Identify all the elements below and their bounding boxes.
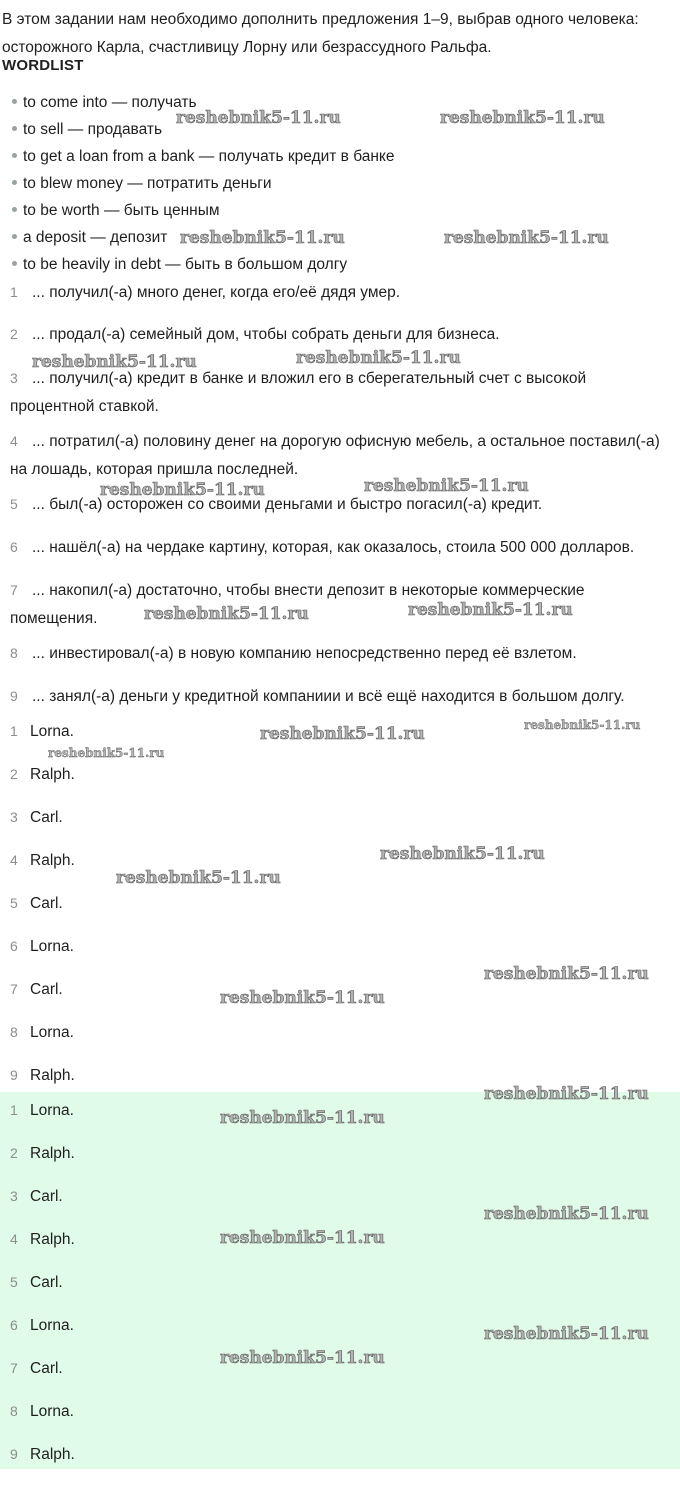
wordlist-item: to be heavily in debt — быть в большом долгу: [12, 255, 347, 275]
watermark: reshebnik5-11.ru: [408, 600, 573, 620]
bullet-icon: [12, 180, 17, 185]
answer-item: 9 Ralph.: [10, 1067, 75, 1084]
bullet-icon: [12, 126, 17, 131]
watermark: reshebnik5-11.ru: [440, 108, 605, 128]
answer-item: 6 Lorna.: [10, 938, 74, 955]
sentence-item: 2 ... продал(-а) семейный дом, чтобы собрать деньги для бизнеса.: [10, 326, 500, 343]
answer-item: 1 Lorna.: [10, 723, 74, 740]
answer-item: 2 Ralph.: [10, 1145, 75, 1162]
sentence-item: 6 ... нашёл(-а) на чердаке картину, которая, как оказалось, стоила 500 000 долларов.: [10, 539, 635, 556]
watermark: reshebnik5-11.ru: [484, 964, 649, 984]
wordlist-item: a deposit — депозит: [12, 228, 167, 248]
bullet-icon: [12, 261, 17, 266]
wordlist-item: to get a loan from a bank — получать кредит в банке: [12, 147, 395, 167]
watermark: reshebnik5-11.ru: [32, 352, 197, 372]
answer-item: 8 Lorna.: [10, 1403, 74, 1420]
bullet-icon: [12, 234, 17, 239]
watermark: reshebnik5-11.ru: [220, 1228, 385, 1248]
watermark: reshebnik5-11.ru: [100, 480, 265, 500]
answer-item: 5 Carl.: [10, 895, 63, 912]
wordlist-heading: WORDLIST: [2, 57, 84, 74]
answer-item: 4 Ralph.: [10, 1231, 75, 1248]
bullet-icon: [12, 99, 17, 104]
watermark: reshebnik5-11.ru: [296, 348, 461, 368]
answer-item: 4 Ralph.: [10, 852, 75, 869]
watermark: reshebnik5-11.ru: [444, 228, 609, 248]
answer-item: 1 Lorna.: [10, 1102, 74, 1119]
answer-item: 9 Ralph.: [10, 1446, 75, 1463]
sentence-item: 1 ... получил(-а) много денег, когда его/её дядя умер.: [10, 284, 401, 301]
watermark: reshebnik5-11.ru: [524, 718, 641, 732]
watermark: reshebnik5-11.ru: [260, 724, 425, 744]
sentence-item: 4 ... потратил(-а) половину денег на дорогую офисную мебель, а остальное поставил(-а) на лошадь, которая пришла последней.: [10, 433, 660, 478]
wordlist-item: to be worth — быть ценным: [12, 201, 220, 221]
intro-text: В этом задании нам необходимо дополнить предложения 1–9, выбрав одного человека: осторожного Карла, счастливицу Лорну или безрассудного Ральфа.: [2, 11, 639, 56]
watermark: reshebnik5-11.ru: [220, 1108, 385, 1128]
watermark: reshebnik5-11.ru: [48, 746, 165, 760]
answer-item: 3 Carl.: [10, 809, 63, 826]
sentence-item: 7 ... накопил(-а) достаточно, чтобы внести депозит в некоторые коммерческие помещения.: [10, 582, 585, 627]
watermark: reshebnik5-11.ru: [144, 604, 309, 624]
answer-item: 7 Carl.: [10, 981, 63, 998]
watermark: reshebnik5-11.ru: [484, 1084, 649, 1104]
sentence-item: 9 ... занял(-а) деньги у кредитной компаниии и всё ещё находится в большом долгу.: [10, 688, 625, 705]
watermark: reshebnik5-11.ru: [220, 988, 385, 1008]
watermark: reshebnik5-11.ru: [220, 1348, 385, 1368]
bullet-icon: [12, 153, 17, 158]
wordlist-item: to blew money — потратить деньги: [12, 174, 272, 194]
bullet-icon: [12, 207, 17, 212]
watermark: reshebnik5-11.ru: [116, 868, 281, 888]
watermark: reshebnik5-11.ru: [484, 1324, 649, 1344]
answer-item: 6 Lorna.: [10, 1317, 74, 1334]
answer-item: 8 Lorna.: [10, 1024, 74, 1041]
watermark: reshebnik5-11.ru: [484, 1204, 649, 1224]
watermark: reshebnik5-11.ru: [380, 844, 545, 864]
wordlist-item: to come into — получать: [12, 93, 197, 113]
watermark: reshebnik5-11.ru: [364, 476, 529, 496]
sentence-item: 5 ... был(-а) осторожен со своими деньгами и быстро погасил(-а) кредит.: [10, 496, 543, 513]
sentence-item: 8 ... инвестировал(-а) в новую компанию непосредственно перед её взлетом.: [10, 645, 577, 662]
answer-item: 5 Carl.: [10, 1274, 63, 1291]
watermark: reshebnik5-11.ru: [180, 228, 345, 248]
wordlist-item: to sell — продавать: [12, 120, 162, 140]
watermark: reshebnik5-11.ru: [176, 108, 341, 128]
highlighted-answer-panel: [0, 1092, 680, 1469]
answer-item: 3 Carl.: [10, 1188, 63, 1205]
answer-item: 7 Carl.: [10, 1360, 63, 1377]
sentence-item: 3 ... получил(-а) кредит в банке и вложил его в сберегательный счет с высокой процентной ставкой.: [10, 370, 587, 415]
answer-item: 2 Ralph.: [10, 766, 75, 783]
